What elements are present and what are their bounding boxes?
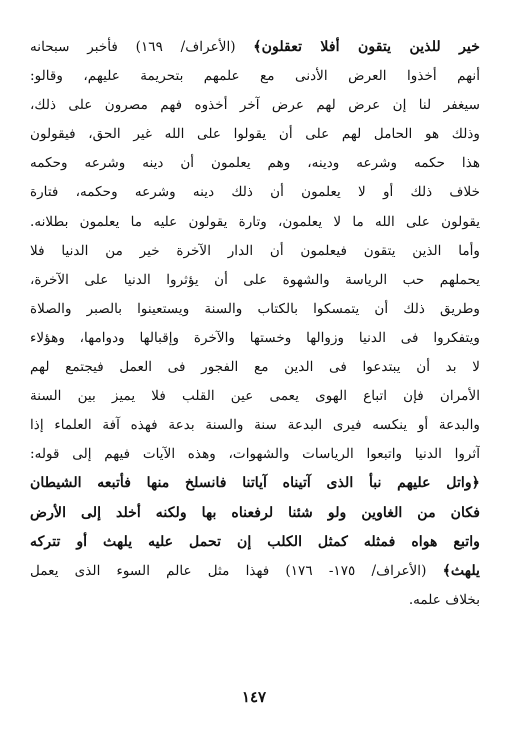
text-line [30, 469, 480, 498]
line-text: يقولون على الله ما لا يعلمون، وتارة يقولون عليه ما يعلمون بطلانه. [30, 213, 480, 230]
text-line [30, 33, 480, 62]
text-line [30, 91, 480, 120]
line-text: هذا حكمه وشرعه ودينه، وهم يعلمون أن دينه وشرعه وحكمه [30, 155, 480, 172]
line-text: بخلاف علمه. [408, 591, 480, 608]
line-text: وذلك هو الحامل لهم على أن يقولوا على الله غير الحق، فيقولون [30, 126, 480, 143]
quran-verse-text: خير للذين يتقون أفلا تعقلون﴾ [253, 39, 480, 55]
text-line [30, 440, 480, 469]
text-line [30, 382, 480, 411]
quran-verse-text: ﴿واتل عليهم نبأ الذى آتيناه آياتنا فانسلخ منها فأتبعه الشيطان [30, 475, 480, 492]
text-line [30, 353, 480, 382]
text-line [30, 178, 480, 207]
line-text: (الأعراف/ ١٦٩) فأخبر سبحانه [30, 39, 254, 55]
line-text: وطريق ذلك أن يتمسكوا بالكتاب والسنة ويستعينوا بالصبر والصلاة [30, 300, 480, 317]
quran-verse-text: واتبع هواه فمثله كمثل الكلب إن تحمل عليه يلهث أو تتركه [30, 533, 480, 550]
text-line [30, 528, 480, 557]
text-line [30, 324, 480, 353]
line-text: أنهم أخذوا العرض الأدنى مع علمهم بتحريمة عليهم، وقالو: [30, 68, 480, 85]
line-text: ويتفكروا فى الدنيا وزوالها وخستها والآخرة وإقبالها ودوامها، وهؤلاء [30, 329, 480, 346]
line-text: والبدعة أو ينكسه فيرى البدعة سنة والسنة بدعة فهذه آفة العلماء إذا [30, 417, 480, 434]
text-line [30, 266, 480, 295]
line-text: لا بد أن يبتدعوا فى الدين مع الفجور فى العمل فيجتمع لهم [30, 359, 480, 376]
text-line [30, 295, 480, 324]
page-number: ١٤٧ [241, 688, 267, 706]
text-line [30, 62, 480, 91]
text-line [30, 557, 480, 586]
quran-verse-text: يلهث﴾ [442, 562, 480, 579]
body-text [30, 33, 480, 615]
line-text: خلاف ذلك أو لا يعلمون أن ذلك دينه وشرعه وحكمه، فتارة [30, 184, 480, 201]
text-line [30, 149, 480, 178]
line-text: (الأعراف/ ١٧٥- ١٧٦) فهذا مثل عالم السوء الذى يعمل [30, 562, 443, 579]
text-line [30, 208, 480, 237]
line-text: سيغفر لنا إن عرض لهم عرض آخر أخذوه فهم مصرون على ذلك، [30, 97, 480, 114]
text-line [30, 499, 480, 528]
line-text: وأما الذين يتقون فيعلمون أن الدار الآخرة خير من الدنيا فلا [30, 242, 480, 259]
line-text: الأمران فإن اتباع الهوى يعمى عين القلب فلا يميز بين السنة [30, 388, 480, 405]
text-line [30, 411, 480, 440]
text-line [30, 237, 480, 266]
line-text: آثروا الدنيا واتبعوا الرياسات والشهوات، وهذه الآيات فيهم إلى قوله: [30, 446, 480, 463]
text-line [30, 586, 480, 615]
text-line [30, 120, 480, 149]
quran-verse-text: فكان من الغاوين ولو شئنا لرفعناه بها ولكنه أخلد إلى الأرض [30, 504, 480, 521]
line-text: يحملهم حب الرياسة والشهوة على أن يؤثروا الدنيا على الآخرة، [30, 271, 480, 288]
